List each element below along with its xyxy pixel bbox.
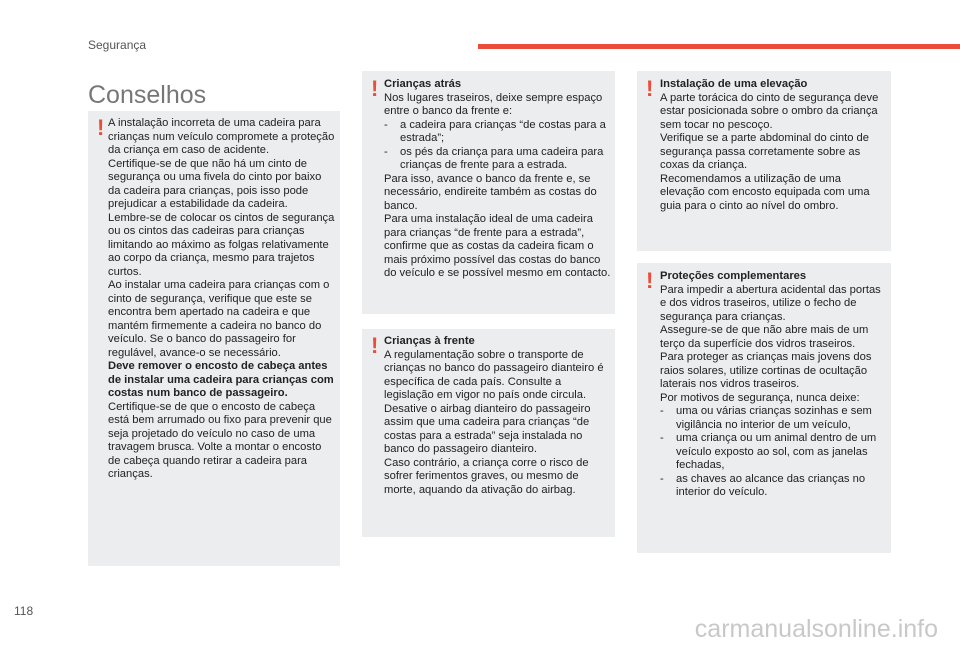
exclamation-warning-icon: !	[646, 76, 654, 101]
exclamation-warning-icon: !	[371, 333, 379, 358]
paragraph: Caso contrário, a criança corre o risco de sofrer ferimentos graves, ou mesmo de morte, aquando da ativação do airbag.	[384, 456, 589, 496]
general-advice-content	[108, 117, 336, 482]
section-heading: Proteções complementares	[660, 270, 807, 282]
paragraph: Para proteger as crianças mais jovens dos raios solares, utilize cortinas de ocultação laterais nos vidros traseiros.	[660, 351, 872, 390]
booster-box	[637, 71, 891, 251]
front-children-box	[362, 329, 615, 537]
paragraph: Para impedir a abertura acidental das portas e dos vidros traseiros, utilize o fecho de segurança para crianças.	[660, 283, 881, 323]
paragraph: Desative o airbag dianteiro do passageiro assim que uma cadeira para crianças “de costas para a estrada” seja instalada no banco do passageiro dianteiro.	[384, 402, 591, 455]
list-item: - uma criança ou um animal dentro de um veículo exposto ao sol, com as janelas fechadas,	[660, 432, 877, 471]
paragraph: Assegure-se de que não abre mais de um terço da superfície dos vidros traseiros.	[660, 324, 869, 350]
watermark-text: carmanualsonline.info	[694, 615, 938, 643]
complementary-protections-content	[660, 270, 887, 500]
paragraph: Por motivos de segurança, nunca deixe:	[660, 391, 860, 404]
general-advice-box	[88, 111, 340, 566]
exclamation-warning-icon: !	[97, 115, 105, 140]
list-item: - uma ou várias crianças sozinhas e sem vigilância no interior de um veículo,	[660, 405, 872, 431]
exclamation-warning-icon: !	[646, 268, 654, 293]
complementary-protections-box	[637, 263, 891, 553]
paragraph: A instalação incorreta de uma cadeira para crianças num veículo compromete a proteção da criança em caso de acidente.	[108, 117, 335, 156]
paragraph: Ao instalar uma cadeira para crianças com o cinto de segurança, verifique que este se encontra bem apertado na cadeira e que mantém firmemente a cadeira no banco do veículo. Se o banco do passageiro for regulável, avance-o se necessário.	[108, 279, 330, 359]
paragraph: Verifique se a parte abdominal do cinto de segurança passa corretamente sobre as coxas da criança.	[660, 132, 869, 171]
paragraph: Certifique-se de que o encosto de cabeça está bem arrumado ou fixo para prevenir que seja projetado do veículo no caso de uma travagem brusca. Volte a montar o encosto de cabeça quando retirar a cadeira para crianças.	[108, 400, 332, 480]
section-heading: Instalação de uma elevação	[660, 78, 808, 90]
exclamation-warning-icon: !	[371, 76, 379, 101]
paragraph: Certifique-se de que não há um cinto de segurança ou uma fivela do cinto por baixo da cadeira para crianças, pois isso pode prejudicar a estabilidade da cadeira.	[108, 157, 322, 210]
list-item: - a cadeira para crianças “de costas para a estrada”;	[384, 118, 606, 144]
header-accent-bar	[478, 44, 960, 49]
section-heading: Crianças atrás	[384, 78, 462, 90]
booster-content	[660, 78, 887, 213]
rear-children-box	[362, 71, 615, 314]
section-heading: Crianças à frente	[384, 335, 475, 347]
list-item: - os pés da criança para uma cadeira para crianças de frente para a estrada.	[384, 145, 604, 171]
paragraph: Lembre-se de colocar os cintos de segurança ou os cintos das cadeiras para crianças limitando ao máximo as folgas relativamente ao corpo da criança, mesmo para trajetos curtos.	[108, 211, 335, 278]
page-title: Conselhos	[88, 80, 207, 109]
list-item: - as chaves ao alcance das crianças no interior do veículo.	[660, 472, 866, 498]
section-label: Segurança	[88, 38, 147, 52]
paragraph: Recomendamos a utilização de uma elevação com encosto equipada com uma guia para o cinto ao nível do ombro.	[660, 172, 870, 212]
paragraph: A regulamentação sobre o transporte de crianças no banco do passageiro dianteiro é específica de cada país. Consulte a legislação em vigor no país onde circula.	[384, 348, 604, 401]
paragraph: A parte torácica do cinto de segurança deve estar posicionada sobre o ombro da criança sem tocar no pescoço.	[660, 91, 879, 131]
page-number: 118	[14, 604, 34, 618]
paragraph: Para uma instalação ideal de uma cadeira para crianças “de frente para a estrada”, confirme que as costas da cadeira ficam o mais próximo possível das costas do banco do veículo e se possível mesmo em contacto.	[384, 213, 611, 279]
bold-warning: Deve remover o encosto de cabeça antes de instalar uma cadeira para crianças com costas num banco de passageiro.	[108, 360, 334, 399]
rear-children-content	[384, 78, 611, 281]
paragraph: Para isso, avance o banco da frente e, se necessário, endireite também as costas do banco.	[384, 172, 597, 212]
paragraph: Nos lugares traseiros, deixe sempre espaço entre o banco da frente e:	[384, 91, 603, 117]
front-children-content	[384, 335, 611, 497]
